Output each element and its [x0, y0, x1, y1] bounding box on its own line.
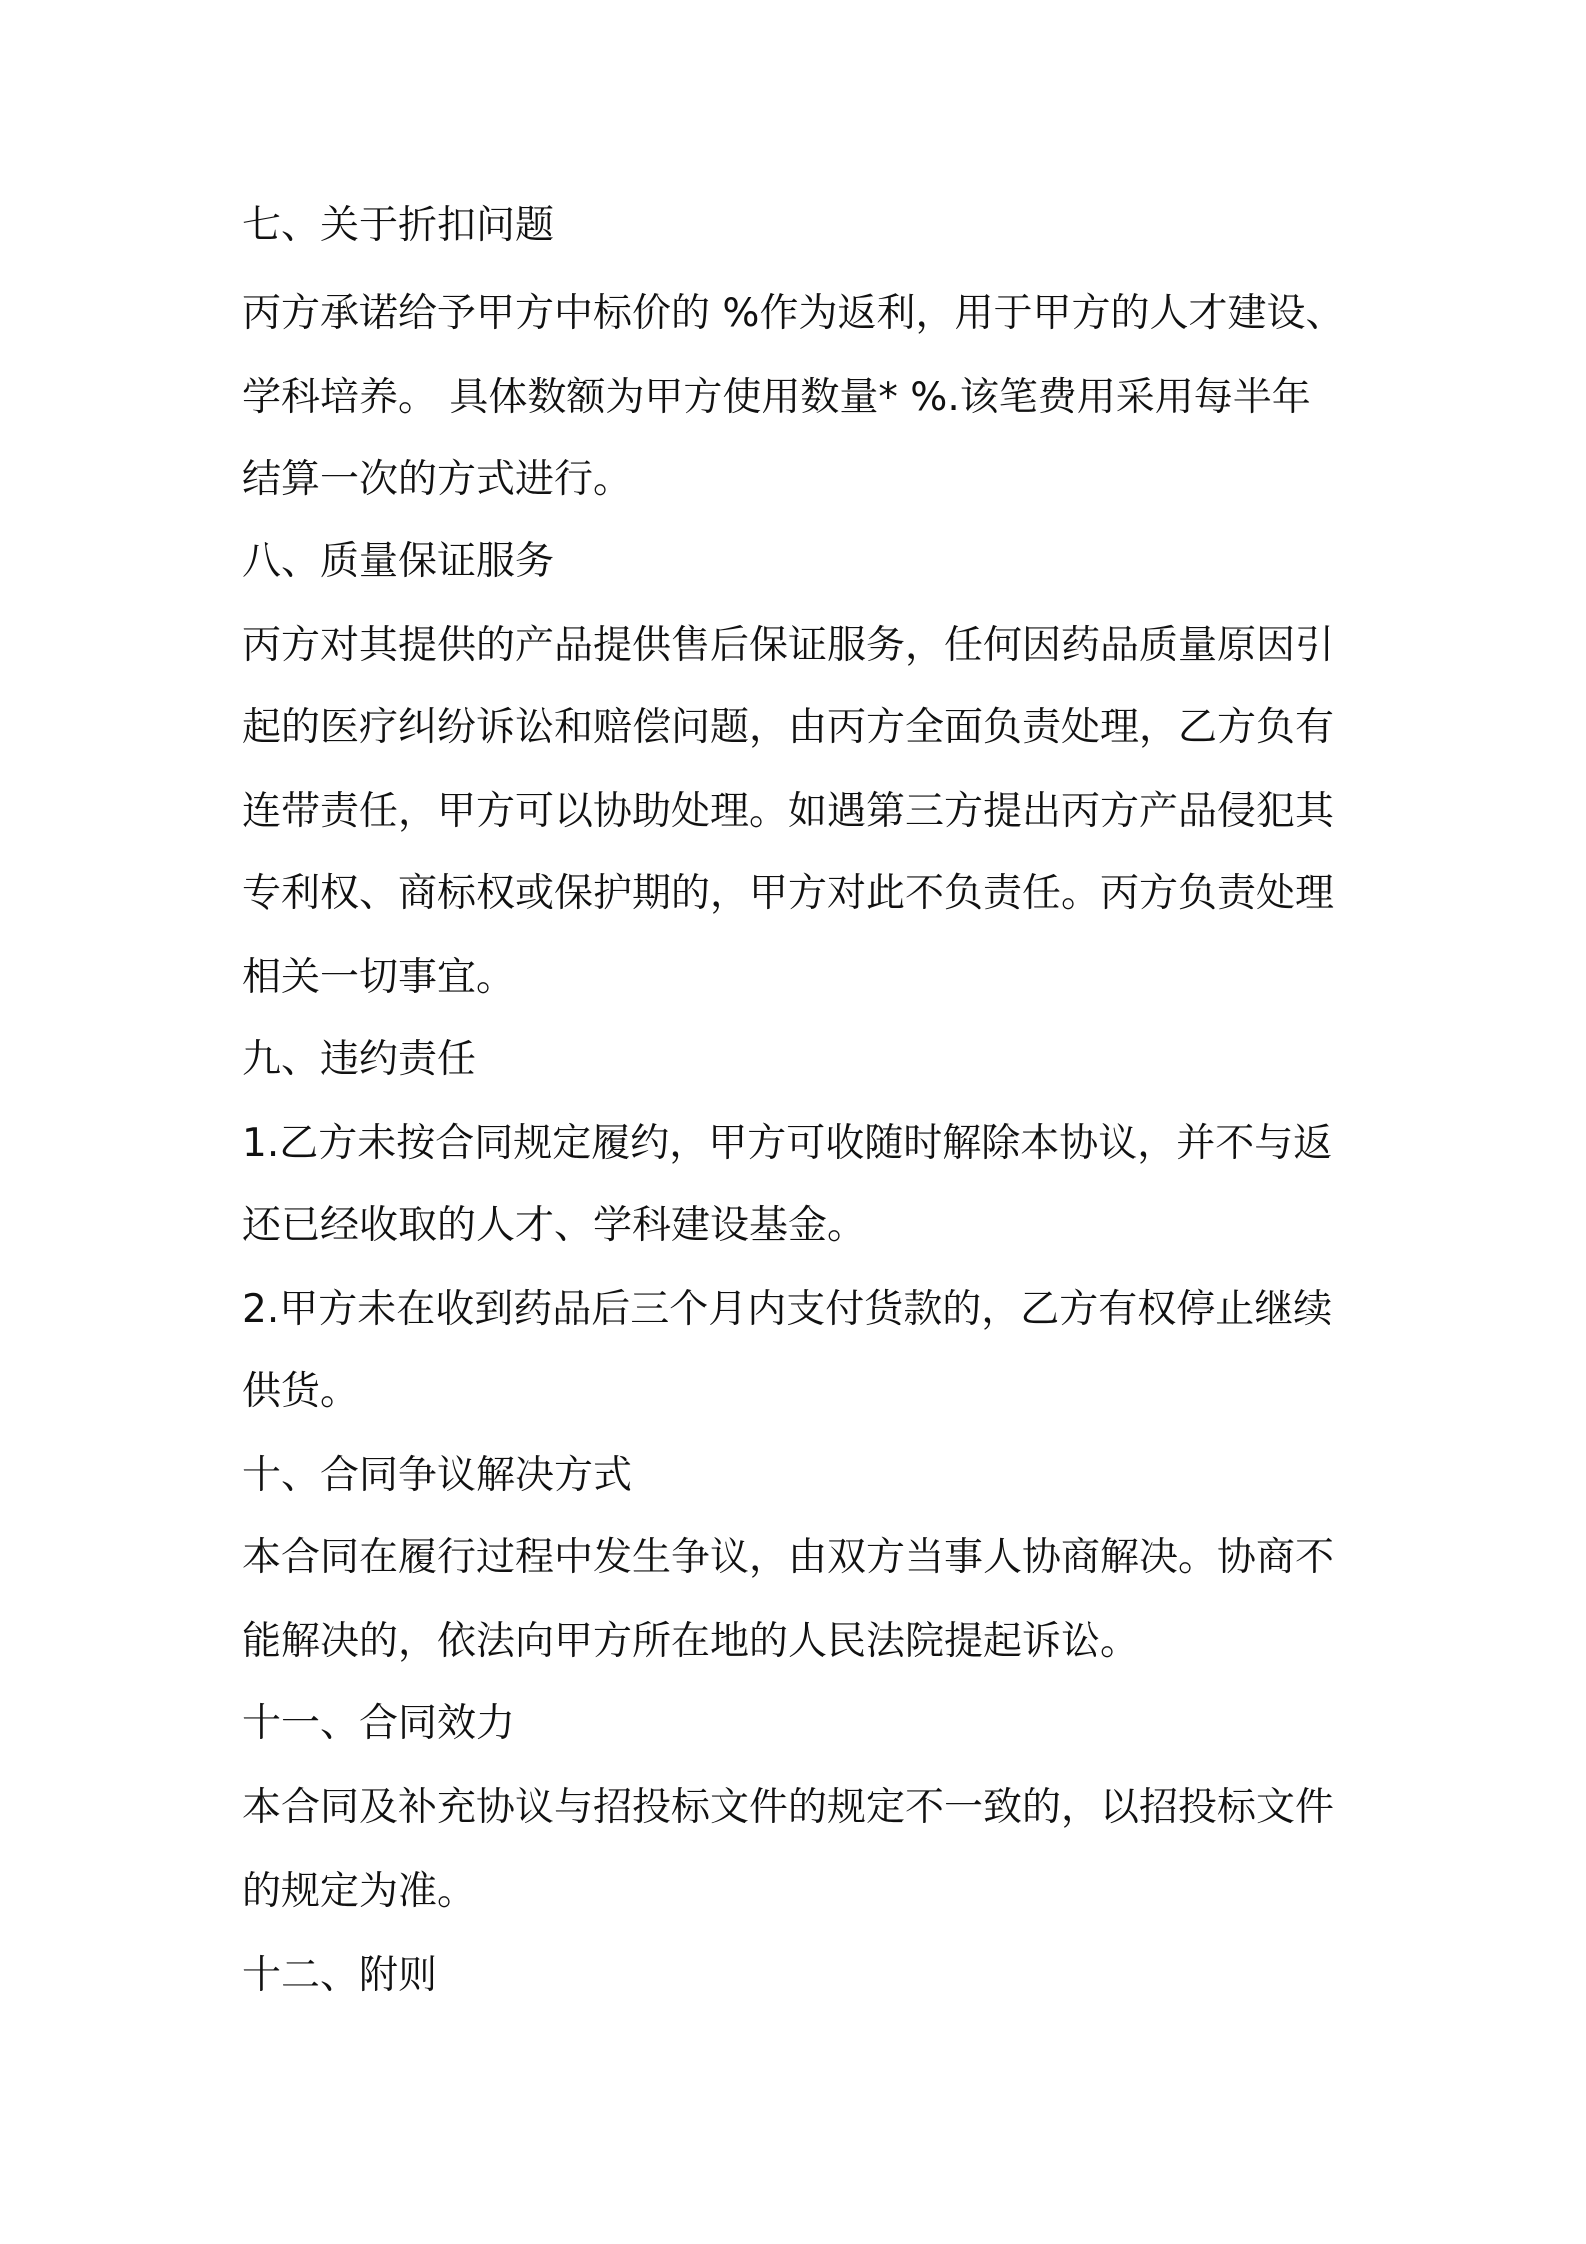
section-10-line-2: 能解决的，依法向甲方所在地的人民法院提起诉讼。 — [242, 1619, 1140, 1664]
section-7-line-3: 结算一次的方式进行。 — [242, 457, 633, 502]
section-11-line-1: 本合同及补充协议与招投标文件的规定不一致的，以招投标文件 — [242, 1785, 1335, 1830]
section-9-line-4: 供货。 — [242, 1369, 360, 1414]
section-7-heading: 七、关于折扣问题 — [242, 203, 555, 248]
section-8-line-3: 连带责任，甲方可以协助处理。如遇第三方提出丙方产品侵犯其 — [242, 789, 1335, 834]
section-8-line-1: 丙方对其提供的产品提供售后保证服务，任何因药品质量原因引 — [242, 623, 1335, 668]
section-10-heading: 十、合同争议解决方式 — [242, 1453, 633, 1498]
section-8-heading: 八、质量保证服务 — [242, 539, 555, 584]
section-11-heading: 十一、合同效力 — [242, 1701, 516, 1746]
section-9-line-1: 1.乙方未按合同规定履约，甲方可收随时解除本协议，并不与返 — [242, 1121, 1333, 1166]
section-8-line-5: 相关一切事宜。 — [242, 955, 516, 1000]
section-11-line-2: 的规定为准。 — [242, 1869, 477, 1914]
section-8-line-2: 起的医疗纠纷诉讼和赔偿问题，由丙方全面负责处理，乙方负有 — [242, 705, 1335, 750]
section-9-line-3: 2.甲方未在收到药品后三个月内支付货款的，乙方有权停止继续 — [242, 1287, 1333, 1332]
section-7-line-1: 丙方承诺给予甲方中标价的 %作为返利，用于甲方的人才建设、 — [242, 291, 1345, 336]
section-10-line-1: 本合同在履行过程中发生争议，由双方当事人协商解决。协商不 — [242, 1535, 1335, 1580]
section-9-line-2: 还已经收取的人才、学科建设基金。 — [242, 1203, 867, 1248]
section-9-heading: 九、违约责任 — [242, 1037, 477, 1082]
section-8-line-4: 专利权、商标权或保护期的，甲方对此不负责任。丙方负责处理 — [242, 871, 1335, 916]
section-12-heading: 十二、附则 — [242, 1953, 438, 1998]
section-7-line-2: 学科培养。 具体数额为甲方使用数量* %.该笔费用采用每半年 — [242, 375, 1311, 420]
